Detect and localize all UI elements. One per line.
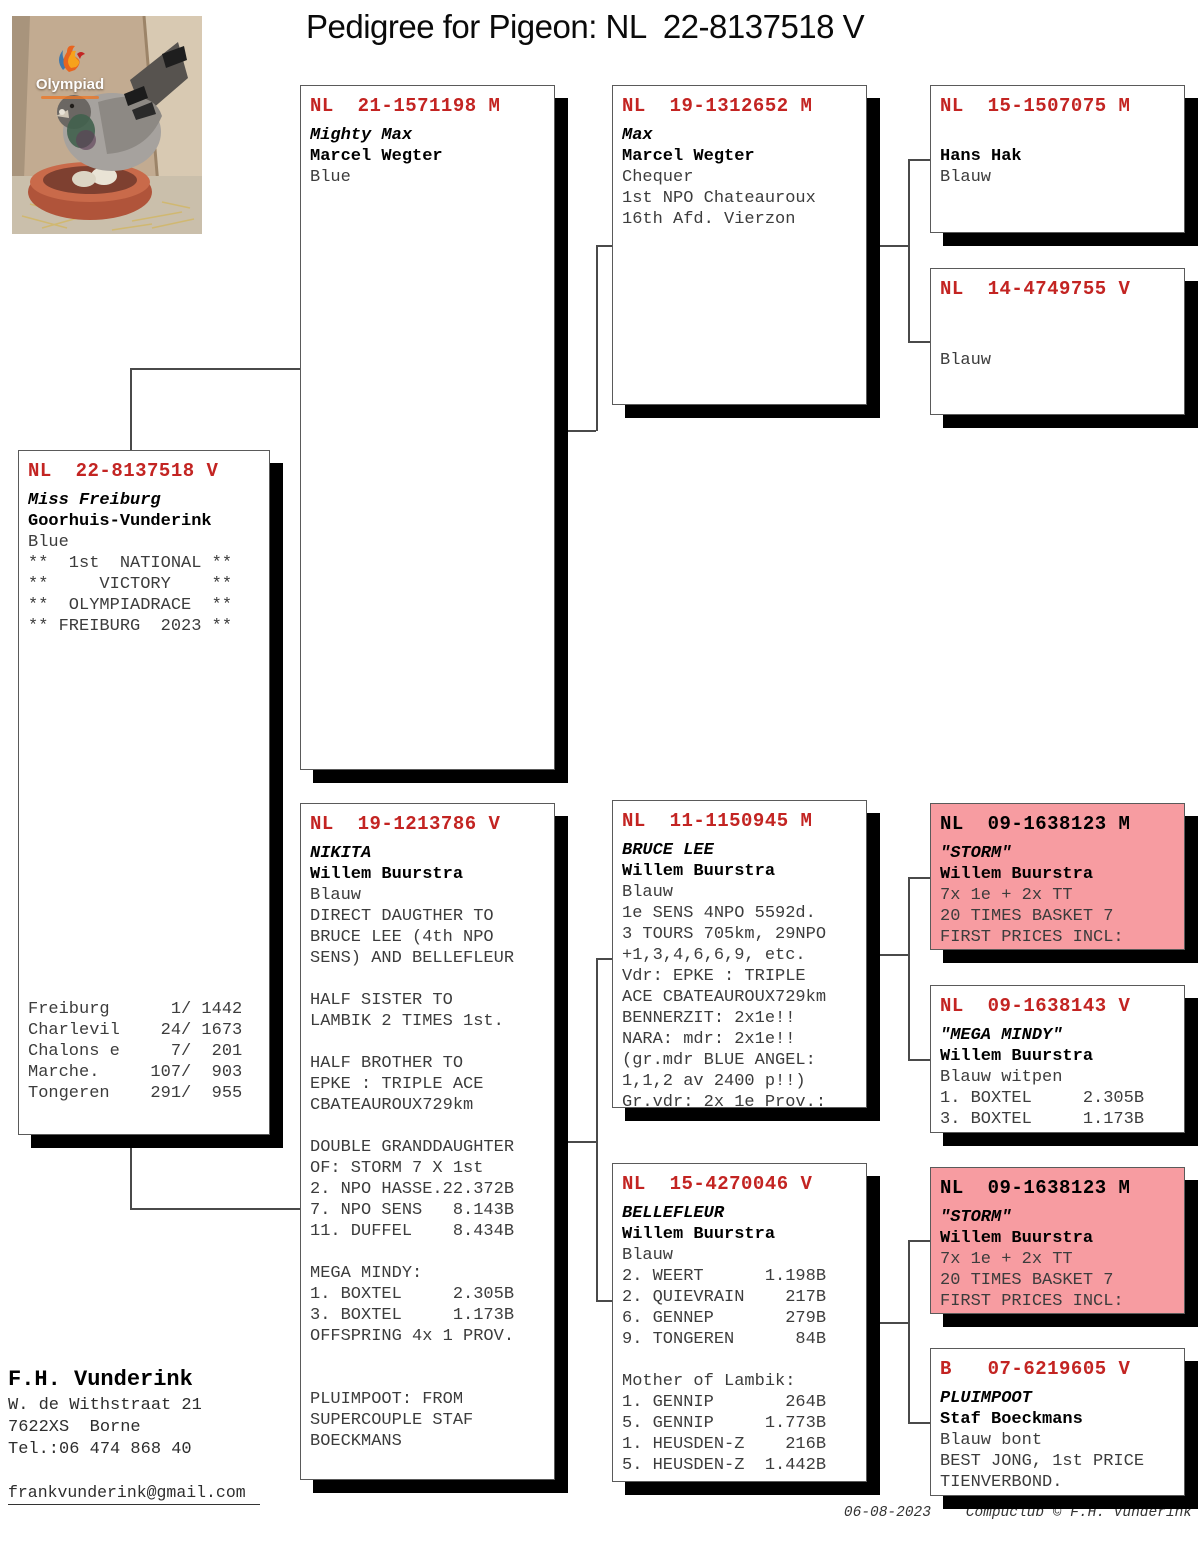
pedigree-line: 3. BOXTEL 1.173B — [940, 1110, 1145, 1129]
pedigree-line: 7x 1e + 2x TT — [940, 886, 1073, 905]
pedigree-box-dam-sire-sire — [930, 803, 1185, 950]
olympiad-logo-subtext — [41, 96, 99, 99]
pedigree-line: 16th Afd. Vierzon — [622, 210, 796, 229]
pedigree-line: 7. NPO SENS 8.143B — [310, 1201, 515, 1220]
pedigree-line: 20 TIMES BASKET 7 — [940, 1271, 1114, 1290]
ring-number: NL 09-1638123 M — [940, 1177, 1131, 1199]
pedigree-line: Chequer — [622, 168, 694, 187]
ring-number: NL 15-1507075 M — [940, 95, 1131, 117]
pedigree-box-sire-sire-sire — [930, 85, 1185, 233]
race-result-line: Marche. 107/ 903 — [28, 1063, 243, 1082]
pedigree-line: 1. GENNIP 264B — [622, 1393, 827, 1412]
pedigree-box-dam — [300, 803, 555, 1480]
pedigree-line: ** FREIBURG 2023 ** — [28, 617, 233, 636]
pedigree-line: HALF SISTER TO — [310, 991, 453, 1010]
pigeon-name: BRUCE LEE — [622, 841, 714, 860]
fancier-name: Willem Buurstra — [940, 865, 1094, 884]
connector-line — [130, 1208, 300, 1210]
pedigree-line: CBATEAUROUX729km — [310, 1096, 474, 1115]
pedigree-line: BRUCE LEE (4th NPO — [310, 928, 494, 947]
connector-line — [596, 958, 612, 960]
owner-name: F.H. Vunderink — [8, 1367, 193, 1392]
ring-number: NL 14-4749755 V — [940, 278, 1131, 300]
pigeon-name: "STORM" — [940, 844, 1012, 863]
pedigree-line — [310, 1368, 546, 1389]
pedigree-line: Mother of Lambik: — [622, 1372, 796, 1391]
pedigree-line — [622, 1350, 858, 1371]
connector-line — [908, 1240, 930, 1242]
owner-email-link[interactable]: frankvunderink@gmail.com — [8, 1483, 260, 1505]
connector-line — [596, 245, 598, 431]
pedigree-line: 3. BOXTEL 1.173B — [310, 1306, 515, 1325]
pedigree-line: PLUIMPOOT: FROM — [310, 1390, 464, 1409]
connector-line — [908, 877, 910, 1059]
pedigree-line: DIRECT DAUGTHER TO — [310, 907, 494, 926]
pedigree-line: Vdr: EPKE : TRIPLE — [622, 967, 806, 986]
pigeon-name: Mighty Max — [310, 126, 413, 145]
connector-line — [908, 1240, 910, 1422]
pedigree-line: 2. NPO HASSE.22.372B — [310, 1180, 515, 1199]
connector-line — [130, 368, 300, 370]
pedigree-line: FIRST PRICES INCL: — [940, 1292, 1124, 1311]
connector-line — [596, 958, 598, 1301]
pedigree-line: 2. WEERT 1.198B — [622, 1267, 827, 1286]
race-result-line: Charlevil 24/ 1673 — [28, 1021, 243, 1040]
connector-line — [555, 430, 596, 432]
connector-line — [596, 1300, 612, 1302]
pedigree-box-subject — [18, 450, 270, 1135]
pedigree-line — [310, 1242, 546, 1263]
olympiad-logo-text: Olympiad — [35, 76, 105, 93]
pedigree-box-dam-sire-dam — [930, 985, 1185, 1133]
pedigree-box-dam-dam-sire — [930, 1167, 1185, 1314]
page-title: Pedigree for Pigeon: NL 22-8137518 V — [306, 8, 865, 45]
pedigree-box-sire — [300, 85, 555, 770]
pedigree-line: 1st NPO Chateauroux — [622, 189, 816, 208]
pedigree-line: 1,1,2 av 2400 p!!) — [622, 1072, 806, 1091]
connector-line — [555, 1141, 596, 1143]
pedigree-line: 5. GENNIP 1.773B — [622, 1414, 827, 1433]
fancier-name: Hans Hak — [940, 147, 1022, 166]
pedigree-line: 9. TONGEREN 84B — [622, 1330, 827, 1349]
pedigree-line — [310, 969, 546, 990]
pedigree-line: Blue — [28, 533, 69, 552]
pedigree-line — [310, 1347, 546, 1368]
olympiad-logo — [20, 42, 120, 99]
pedigree-line: Blauw — [622, 1246, 674, 1265]
pedigree-line: Gr.vdr: 2x 1e Prov.: — [622, 1093, 827, 1108]
pedigree-line: +1,3,4,6,6,9, etc. — [622, 946, 806, 965]
footer-date: 06-08-2023 — [843, 1505, 931, 1521]
pedigree-line: 3 TOURS 705km, 29NPO — [622, 925, 827, 944]
pigeon-name: PLUIMPOOT — [940, 1389, 1032, 1408]
connector-line — [130, 1135, 132, 1208]
pedigree-line: (gr.mdr BLUE ANGEL: — [622, 1051, 816, 1070]
pedigree-line: Blauw witpen — [940, 1068, 1063, 1087]
fancier-name — [940, 329, 1176, 350]
pedigree-line: EPKE : TRIPLE ACE — [310, 1075, 484, 1094]
pigeon-name: Miss Freiburg — [28, 491, 161, 510]
pedigree-box-dam-sire — [612, 800, 867, 1108]
pedigree-line: 1. HEUSDEN-Z 216B — [622, 1435, 827, 1454]
pigeon-name — [940, 125, 1176, 146]
olympiad-flame-icon — [53, 42, 87, 76]
pedigree-line: DOUBLE GRANDDAUGHTER — [310, 1138, 515, 1157]
ring-number: NL 11-1150945 M — [622, 810, 813, 832]
owner-phone: Tel.:06 474 868 40 — [8, 1440, 192, 1459]
connector-line — [868, 954, 908, 956]
footer — [820, 1505, 1192, 1521]
pedigree-line: SUPERCOUPLE STAF — [310, 1411, 474, 1430]
ring-number: NL 09-1638143 V — [940, 995, 1131, 1017]
pedigree-line: OF: STORM 7 X 1st — [310, 1159, 484, 1178]
connector-line — [908, 159, 930, 161]
connector-line — [908, 1059, 930, 1061]
pedigree-line: 1e SENS 4NPO 5592d. — [622, 904, 816, 923]
pedigree-line: BOECKMANS — [310, 1432, 402, 1451]
pedigree-line: ACE CBATEAUROUX729km — [622, 988, 827, 1007]
pedigree-line: NARA: mdr: 2x1e!! — [622, 1030, 796, 1049]
connector-line — [908, 877, 930, 879]
connector-line — [908, 341, 930, 343]
pedigree-line: 1. BOXTEL 2.305B — [940, 1089, 1145, 1108]
ring-number: NL 19-1213786 V — [310, 813, 501, 835]
pedigree-line: Blauw — [940, 168, 992, 187]
pedigree-line: ** OLYMPIADRACE ** — [28, 596, 233, 615]
pedigree-line: Blauw — [622, 883, 674, 902]
pigeon-photo — [12, 16, 202, 234]
connector-line — [868, 245, 908, 247]
fancier-name: Marcel Wegter — [622, 147, 755, 166]
pedigree-line: 7x 1e + 2x TT — [940, 1250, 1073, 1269]
pigeon-name: "STORM" — [940, 1208, 1012, 1227]
fancier-name: Willem Buurstra — [622, 1225, 776, 1244]
pedigree-line: TIENVERBOND. — [940, 1473, 1063, 1492]
pedigree-box-dam-dam — [612, 1163, 867, 1482]
connector-line — [868, 1322, 908, 1324]
pigeon-name — [940, 308, 1176, 329]
pedigree-line — [310, 1032, 546, 1053]
ring-number: NL 09-1638123 M — [940, 813, 1131, 835]
ring-number: NL 21-1571198 M — [310, 95, 501, 117]
ring-number: NL 15-4270046 V — [622, 1173, 813, 1195]
fancier-name: Willem Buurstra — [310, 865, 464, 884]
pedigree-line: HALF BROTHER TO — [310, 1054, 464, 1073]
pedigree-line: Blauw — [310, 886, 362, 905]
race-result-line: Freiburg 1/ 1442 — [28, 1000, 243, 1019]
race-result-line: Tongeren 291/ 955 — [28, 1084, 243, 1103]
pedigree-line: 11. DUFFEL 8.434B — [310, 1222, 515, 1241]
race-result-line: Chalons e 7/ 201 — [28, 1042, 243, 1061]
pedigree-line: LAMBIK 2 TIMES 1st. — [310, 1012, 504, 1031]
pedigree-box-dam-dam-dam — [930, 1348, 1185, 1496]
pedigree-line: MEGA MINDY: — [310, 1264, 423, 1283]
pedigree-line: 2. QUIEVRAIN 217B — [622, 1288, 827, 1307]
connector-line — [130, 368, 132, 450]
owner-address-line2: 7622XS Borne — [8, 1418, 141, 1437]
pedigree-line: Blauw bont — [940, 1431, 1043, 1450]
ring-number: NL 19-1312652 M — [622, 95, 813, 117]
pedigree-line: OFFSPRING 4x 1 PROV. — [310, 1327, 515, 1346]
owner-contact-block — [8, 1365, 260, 1505]
connector-line — [908, 1422, 930, 1424]
pigeon-name: Max — [622, 126, 653, 145]
pedigree-line: 6. GENNEP 279B — [622, 1309, 827, 1328]
pedigree-line: Blue — [310, 168, 351, 187]
connector-line — [908, 159, 910, 342]
pedigree-line — [310, 1116, 546, 1137]
ring-number: B 07-6219605 V — [940, 1358, 1131, 1380]
pedigree-line: ** 1st NATIONAL ** — [28, 554, 233, 573]
fancier-name: Willem Buurstra — [940, 1229, 1094, 1248]
race-results — [28, 999, 261, 1104]
pedigree-line: 1. BOXTEL 2.305B — [310, 1285, 515, 1304]
ring-number: NL 22-8137518 V — [28, 460, 219, 482]
fancier-name: Goorhuis-Vunderink — [28, 512, 212, 531]
pedigree-line: 20 TIMES BASKET 7 — [940, 907, 1114, 926]
connector-line — [596, 245, 612, 247]
pedigree-line: 5. HEUSDEN-Z 1.442B — [622, 1456, 827, 1475]
fancier-name: Willem Buurstra — [622, 862, 776, 881]
pigeon-name: "MEGA MINDY" — [940, 1026, 1063, 1045]
pedigree-line: BEST JONG, 1st PRICE — [940, 1452, 1145, 1471]
fancier-name: Marcel Wegter — [310, 147, 443, 166]
pigeon-name: BELLEFLEUR — [622, 1204, 725, 1223]
pedigree-line: Blauw — [940, 351, 992, 370]
pedigree-line: ** VICTORY ** — [28, 575, 233, 594]
pedigree-box-sire-sire-dam — [930, 268, 1185, 415]
pedigree-line: SENS) AND BELLEFLEUR — [310, 949, 515, 968]
pedigree-line: BENNERZIT: 2x1e!! — [622, 1009, 796, 1028]
fancier-name: Staf Boeckmans — [940, 1410, 1083, 1429]
pigeon-name: NIKITA — [310, 844, 372, 863]
pedigree-box-sire-sire — [612, 85, 867, 405]
fancier-name: Willem Buurstra — [940, 1047, 1094, 1066]
owner-address-line1: W. de Withstraat 21 — [8, 1396, 202, 1415]
pedigree-line: FIRST PRICES INCL: — [940, 928, 1124, 947]
footer-credit: Compuclub © F.H. Vunderink — [965, 1505, 1192, 1521]
